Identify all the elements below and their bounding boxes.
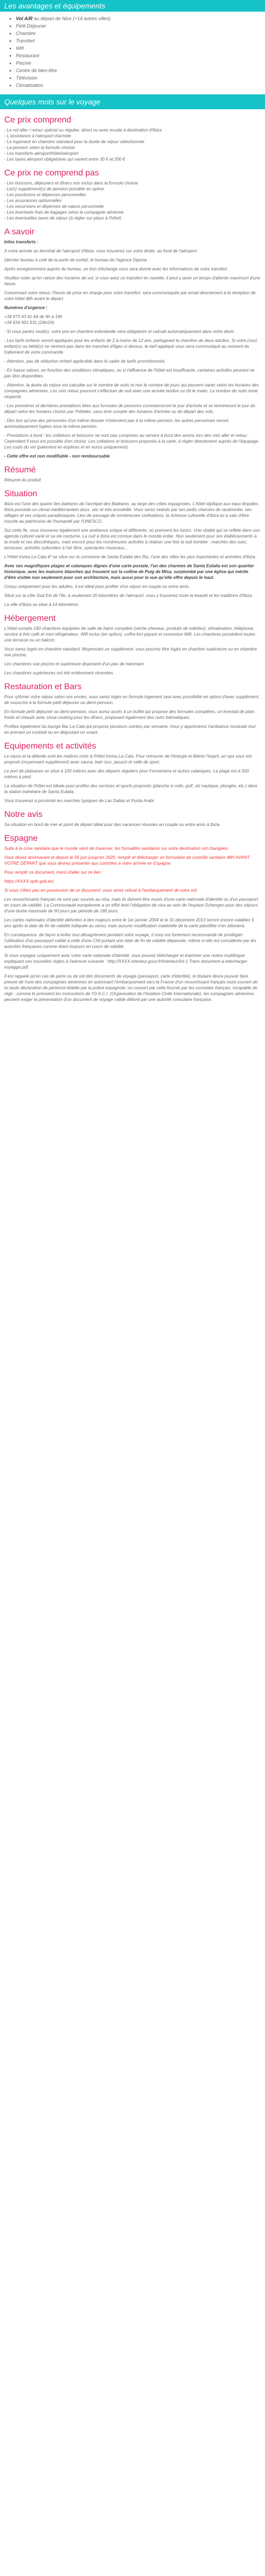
- savoir-p9: - Attention, la durée du séjour est calculée sur le nombre de nuits et non le nombre de jours qui peuvent varier selon les horaires des compagnies aériennes. Les vols retour pourront s'effectuer de nuit avec une arrivée tardive ou tôt le matin. Le nombre de nuits reste respecté.: [4, 383, 259, 399]
- avis-p1: Sa situation en bord de mer et point de départ idéal pour des vacances réussies en couple ou entre amis à Ibiza.: [4, 822, 221, 827]
- savoir-p6: - Les tarifs enfants seront appliqués pour les enfants de 2 à moins de 12 ans, partageant la chambre de deux adultes. Si votre (vos) enfant(s) ou bébé(s) ne rentrent pas dans les tranches d'âges ci-dessus, le tarif appliqué vous sera communiqué au moment du traitement de votre commande.: [4, 338, 257, 355]
- savoir-p5: - Si vous partez seul(e), votre prix en chambre individuelle sera obligatoire et calculé automatiquement dans votre devis.: [4, 329, 235, 334]
- advantage-item: • Vol A/R au départ de Nice (+14 autres villes): [16, 15, 265, 22]
- hebergement-p2: Vous serez logés en chambre standard. Moyennant un supplément, vous pourrez être logés en chambre supérieure ou en chambre vue piscine.: [4, 647, 257, 657]
- advantages-list: [0, 15, 265, 89]
- price-excludes-list: [4, 180, 261, 221]
- espagne-p9: Si vous voyagez uniquement avec votre carte nationale d'identité, vous pouvez télécharger et imprimer une notice multilingue expliquant ces nouvelles règles à l'adresse suivante : http://XXXX.interieur.gouv.fr/Interieur/Int-1 Trans document-a-telecharger-voyagge.pdf.: [4, 953, 249, 970]
- equipements-p1: Le repos et la détente sont les maîtres mots à l'hôtel Invisa La Cala. Pour retrouver de l'énergie et libérer l'esprit, un spa vous est proposé (moyennant supplément) avec sauna, bain turc, jacuzzi et salle de sport.: [4, 754, 252, 764]
- situation-p2: Sur cette île, vous trouverez également une ambiance unique et différente, où prennent les loisirs. Une vitalité qui se reflète dans son agenda culturel varié et sa vie nocturne. La nuit à Ibiza est connue dans le monde entier. Non seulement pour ses établissements à la mode et ses discothèques, mais encore pour les nombreuses activités à réaliser une fois la nuit tombée : marchés des rues, terrasses, activités culturelles à l'air libre, spectacles musicaux...: [4, 528, 260, 550]
- advantage-item: • Télévision: [16, 74, 265, 82]
- advantage-item: • Climatisation: [16, 82, 265, 89]
- urgence-number-2: +34 634 901 631 (24h/24): [4, 320, 55, 325]
- situation-p1: Ibiza est l'une des quatre îles baléares de l'archipel des Baléares, au large des côtes espagnoles. L'hôtel idyllique aux eaux limpides. Ibiza possède un climat méditerranéen doux, sec et très ensoleillé. Vous serez séduits par ses petits chemins de randonnée, ses villages et ses criques paradisiaques. Lieu de passage de nombreuses civilisations, la richesse culturelle d'Ibiza lui a valu d'être inscrite au patrimoine de l'humanité par l'UNESCO.: [4, 502, 260, 524]
- list-item: - La pension selon la formule choisie: [4, 145, 75, 150]
- advantage-item: • Transfert: [16, 37, 265, 45]
- list-item: - Les transferts aéroport/hôtel/aéroport: [4, 151, 79, 156]
- hebergement-title: Hébergement: [4, 614, 56, 623]
- savoir-p10: - Les premières et dernières prestations liées aux formules de pensions commenceront le jour d'arrivée et se termineront le jour du départ selon les horaires choisis par l'hôtelier, sans tenir compte des horaires d'arrivée ou de départ des vols.: [4, 403, 255, 414]
- hebergement-p4: Les chambres supérieures ont été entièrement rénovées.: [4, 671, 114, 675]
- espagne-p1: Suite à la crise sanitaire que le monde vient de traverser, les formalités sanitaires sur votre destination ont changées.: [4, 846, 229, 851]
- equipements-p4: Vous trouverez à proximité les marchés typiques de Las Dalias et Punta Arabí.: [4, 798, 155, 803]
- list-item: - L'assistance à l'aéroport d'arrivée: [4, 134, 72, 138]
- list-item: - Le(s) supplément(s) de pension possible en option: [4, 187, 104, 191]
- savoir-p7: - Attention, pas de réduction enfant applicable dans le cadre de tarifs promotionnels.: [4, 359, 166, 364]
- savoir-subtitle: Infos transferts :: [4, 240, 39, 244]
- hebergement-p3: Les chambres vue piscine et supérieure disposent d'un peu de hammam.: [4, 662, 145, 666]
- page: [0, 0, 265, 1003]
- price-includes-title: Ce prix comprend: [4, 116, 72, 125]
- savoir-p4: Concernant votre retour, l'heure de prise en charge pour votre transfert, sera communiquée par email directement à la réception de votre hôtel 48h avant le départ.: [4, 291, 256, 301]
- savoir-title: A savoir: [4, 227, 34, 236]
- espagne-p5: Si vous n'êtes pas en possession de ce document, vous serez refusé à l'embarquement de votre vol.: [4, 888, 198, 893]
- situation-p4: Avec ses magnifiques plages et calanques dignes d'une carte postale, l'un des charmes de Santa Eulalia est son quartier historique, avec les maisons blanches qui trouvent sur la colline de Puig de Misa, surplombé par une église qui mérite d'être visitée non seulement pour son architecture, mais aussi pour la vue qu'elle offre depuis le haut.: [4, 564, 254, 580]
- espagne-p3: Pour remplir ce document, merci d'aller sur ce lien :: [4, 870, 103, 875]
- espagne-link-p: [4, 878, 261, 884]
- savoir-p13: - Cette offre est non modifiable - non remboursable: [4, 454, 110, 459]
- trip-header: Quelques mots sur le voyage: [0, 94, 265, 109]
- equipements-title: Equipements et activités: [4, 742, 96, 751]
- savoir-p1b: (dernier bureau à coté de la porte de sortie), le bureau de l'agence Dipesa.: [4, 258, 148, 262]
- situation-p6: Situé sur la côte Sud Est de l'île, à seulement 20 kilomètres de l'aéroport, vous y trouverez toute la beauté et les traditions d'Ibiza.: [4, 593, 253, 598]
- advantage-item: • Piscine: [16, 59, 265, 67]
- avis-title: Notre avis: [4, 810, 43, 819]
- restauration-title: Restauration et Bars: [4, 682, 82, 691]
- espagne-p7: Les cartes nationales d'identité délivrées à des majeurs entre le 1er janvier 2004 et le 31 décembre 2013 seront encore valables 5 ans après la date de fin de validité indiquée au verso, mais aucune modification matérielle de la carte plastifiée n'en attestera.: [4, 918, 254, 928]
- advantage-item: • Chambre: [16, 30, 265, 37]
- restauration-p2: En formule petit déjeuner ou demi-pension, vous aurez accès à un buffet qui propose des formules complètes, un éventail de plats froids et chauds avec show cooking pour les dîners, proposant également des nuits thématiques.: [4, 709, 255, 720]
- espagne-p10: Il est rappelé qu'en cas de perte ou de vol des documents de voyage (passeport, carte d'identité), le titulaire devra pouvoir faire preuve de l'une des compagnies aériennes en autorisant l'embarquement vers la France d'un ressortissant français muni couvert de la seule déclaration de perte/vol établie par la police espagnole, ou couvert par celle fournie par les consulats français, incapable de régir : comme le prévoient les instructions de l'O.A.C.I. (Organisation de l'Aviation Civile Internationale), les compagnies aériennes peuvent exiger la présentation d'un document de voyage valide délivré par une autorité consulaire française.: [4, 974, 258, 1002]
- restauration-p1: Pour rythmer votre séjour selon vos envies, vous serez logés en formule logement seul avec possibilité en option d'avec supplément, de souscrire à la formule petit déjeuner ou demi-pension.: [4, 694, 260, 705]
- situation-p5: Conçu uniquement pour les adultes, il est idéal pour profiter d'un séjour en couple ou entre amis.: [4, 584, 190, 589]
- savoir-p8: - En basse saison, en fonction des conditions climatiques, ou si l'affluence de l'hôtel est insuffisante, certaines activités peuvent ne pas être disponibles.: [4, 368, 255, 379]
- trip-content: [0, 116, 265, 1003]
- advantage-item: • Centre de bien-être: [16, 67, 265, 74]
- list-item: - Les boissons, déjeuners et dîners non inclus dans la formule choisie: [4, 181, 138, 186]
- hebergement-p1: L'hôtel compte 180 chambres équipées de salle de bains complète (sèche cheveux, produits de toilettes), climatisation, téléphone, service à thé/ café et mini réfrigérateur. Wifi inclus (en option), coffre-fort payant et connexion Wifi. Les chambres possèdent toutes une terrasse ou un balcon.: [4, 626, 255, 643]
- espagne-p2: Vous devez dorénavant et depuis le 05 juin jusqu'en 2020, remplir et télécharger un formulaire de contrôle sanitaire 48H AVANT VOTRE DÉPART que vous devrez présenter aux contrôles à votre arrivée en Espagne.: [4, 855, 250, 866]
- health-form-link[interactable]: https://XXXX.spth.gob.es/: [4, 879, 54, 884]
- list-item: - Le logement en chambre standard pour la durée de séjour sélectionnée: [4, 139, 145, 144]
- advantage-item: • Petit Déjeuner: [16, 22, 265, 30]
- espagne-p8: En conséquence, de façon à éviter tout désagrément pendant votre voyage, il vous est fortement recommandé de privilégier l'utilisation d'un passeport valide à celle d'une CNI portant une date de fin de validité dépassée, même si elle est considérée par les autorités françaises comme étant toujours en cours de validité.: [4, 933, 257, 949]
- list-item: - Le vol aller / retour spécial ou régulier, direct ou avec escale à destination d'Ibiza: [4, 128, 162, 133]
- situation-title: Situation: [4, 489, 38, 498]
- list-item: - Les assurances optionnelles: [4, 198, 62, 203]
- advantage-item: • Restaurant: [16, 52, 265, 59]
- savoir-p2: Après enregistrement auprès du bureau, un bon d'échange vous sera donné avec les informations de votre transfert.: [4, 267, 228, 271]
- advantages-header: Les avantages et équipements: [0, 0, 265, 12]
- urgence-number-1: +34 973 43 41 64 de 9h à 19h: [4, 314, 63, 319]
- espagne-p6: Les ressortissants français ne sont pas soumis au visa, mais ils doivent être munis d'une carte nationale d'identité ou d'un passeport en cours de validité. La Communauté européenne a un effet levé l'obligation de visa au sein de l'espace Schengen pour des séjours d'une durée maximale de 90 jours par période de 180 jours.: [4, 897, 258, 913]
- situation-p7: La ville d'Ibiza se situe à 14 kilomètres.: [4, 602, 80, 607]
- price-excludes-title: Ce prix ne comprend pas: [4, 169, 99, 178]
- price-includes-list: [4, 127, 261, 162]
- list-item: - Les pourboires et dépenses personnelles: [4, 192, 86, 197]
- advantage-item: • Wifi: [16, 45, 265, 52]
- list-item: - Les éventuelles taxes de séjour (à régler sur place à l'hôtel): [4, 216, 121, 221]
- list-item: - Les taxes aéroport obligatoires qui varient entre 30 € et 200 €: [4, 157, 126, 162]
- equipements-p2: Le port de plaisance se situe à 100 mètres avec des départs réguliers pour Formentera et autres calanques. La plage est à 500 mètres à pied.: [4, 769, 249, 779]
- savoir-p1: A votre arrivée au terminal de l'aéroport d'Ibiza, vous trouverez sur votre droite, au fond de l'aéroport: [4, 249, 197, 253]
- savoir-p12: - Prestations à bord : les collations et boissons ne sont pas comprises au service à bord des avions lors des vols aller et retour. Cependant il vous est possible d'en choisir. Les collations et boissons proposés à la carte, à régler directement auprès de l'équipage. Les couts du vol (paiement en espèces et en euros uniquement).: [4, 433, 260, 450]
- list-item: - Les excursions et dépenses de nature personnelle: [4, 204, 104, 209]
- urgence-label: Numéros d'urgence :: [4, 305, 48, 310]
- savoir-p11: - Dès lors qu'une des personnes d'un même dossier n'intervient pas à la même pension, les autres personnes seront automatiquement logées sous la même pension.: [4, 418, 228, 429]
- list-item: - Les éventuels frais de bagages selon la compagnie aérienne: [4, 210, 124, 215]
- restauration-p3: Profitez également du lounge Bar La Cala qui propose plusieurs soirées par semaine. Vous y apprécierez l'ambiance musicale tout en prenant un cocktail ou en dégustant un snack.: [4, 724, 256, 735]
- resume-title: Résumé: [4, 465, 36, 474]
- equipements-p3: La situation de l'hôtel est idéale pour profiter des services et sports proposés (planche à voile, golf, ski nautique, plongée, etc.) dans la station balnéaire de Santa Eulalia.: [4, 784, 258, 794]
- resume-text: Résumé du produit: [4, 478, 41, 482]
- espagne-title: Espagne: [4, 834, 38, 843]
- situation-p3: L'Hôtel Invisa La Cala 4* se situe sur la commune de Santa Eulalia des Riu, l'une des villes les plus importantes et animées d'Ibiza.: [4, 555, 257, 559]
- savoir-p3: Veuillez noter qu'en raison des horaires de vol, si vous avez un transfert en navette, il peut y avoir un temps d'attente maximum d'une heure.: [4, 276, 261, 286]
